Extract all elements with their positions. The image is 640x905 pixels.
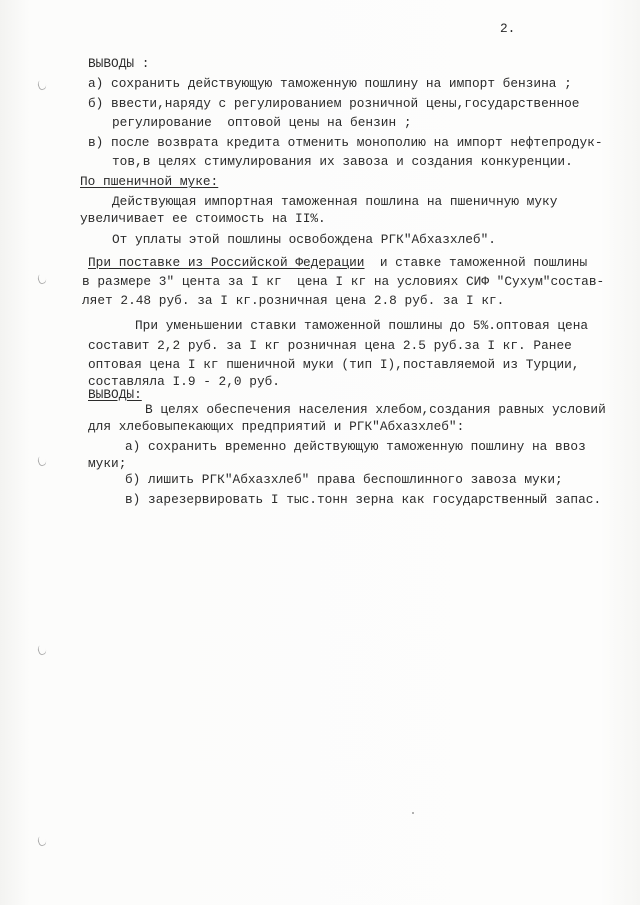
paragraph-line: составляла I.9 - 2,0 руб.: [88, 374, 280, 389]
conclusion-line: тов,в целях стимулирования их завоза и создания конкуренции.: [112, 154, 573, 169]
paragraph-line: оптовая цена I кг пшеничной муки (тип I),поставляемой из Турции,: [88, 357, 580, 372]
conclusion-line: а) сохранить временно действующую таможенную пошлину на ввоз: [125, 439, 586, 454]
conclusion-line: в) зарезервировать I тыс.тонн зерна как государственный запас.: [125, 492, 602, 507]
paragraph-line: в размере 3" цента за I кг цена I кг на условиях СИФ "Сухум"состав-: [82, 274, 605, 289]
conclusion-line: муки;: [88, 456, 127, 471]
conclusion-line: В целях обеспечения населения хлебом,создания равных условий: [145, 402, 606, 417]
margin-mark: [37, 644, 48, 656]
conclusion-line: для хлебовыпекающих предприятий и РГК"Абхазхлеб":: [88, 419, 465, 434]
margin-mark: [37, 273, 48, 285]
margin-mark: [37, 455, 48, 467]
conclusion-line: б) ввести,наряду с регулированием розничной цены,государственное: [88, 96, 580, 111]
underlined-phrase: При поставке из Российской Федерации: [88, 255, 365, 270]
paragraph-line: составит 2,2 руб. за I кг розничная цена 2.5 руб.за I кг. Ранее: [88, 338, 572, 353]
paragraph-text: и ставке таможенной пошлины: [364, 255, 588, 270]
paragraph-line: Действующая импортная таможенная пошлина на пшеничную муку: [112, 194, 558, 209]
paragraph-line: От уплаты этой пошлины освобождена РГК"Абхазхлеб".: [112, 232, 496, 247]
paragraph-line: увеличивает ее стоимость на II%.: [80, 211, 326, 226]
margin-mark: [37, 835, 48, 847]
conclusion-line: а) сохранить действующую таможенную пошлину на импорт бензина ;: [88, 76, 572, 91]
conclusions-heading: ВЫВОДЫ:: [88, 387, 142, 402]
conclusions-heading: ВЫВОДЫ :: [88, 56, 150, 71]
margin-mark: [37, 79, 48, 91]
conclusion-line: регулирование оптовой цены на бензин ;: [112, 115, 412, 130]
conclusion-line: б) лишить РГК"Абхазхлеб" права беспошлинного завоза муки;: [125, 472, 563, 487]
paragraph-line: При уменьшении ставки таможенной пошлины до 5%.оптовая цена: [135, 318, 589, 333]
conclusion-line: в) после возврата кредита отменить монополию на импорт нефтепродук-: [88, 135, 603, 150]
speck: [412, 812, 414, 814]
page-number: 2.: [500, 21, 516, 36]
paragraph-line: [88, 256, 587, 270]
flour-heading: По пшеничной муке:: [80, 174, 219, 189]
paragraph-line: ляет 2.48 руб. за I кг.розничная цена 2.8 руб. за I кг.: [82, 293, 505, 308]
